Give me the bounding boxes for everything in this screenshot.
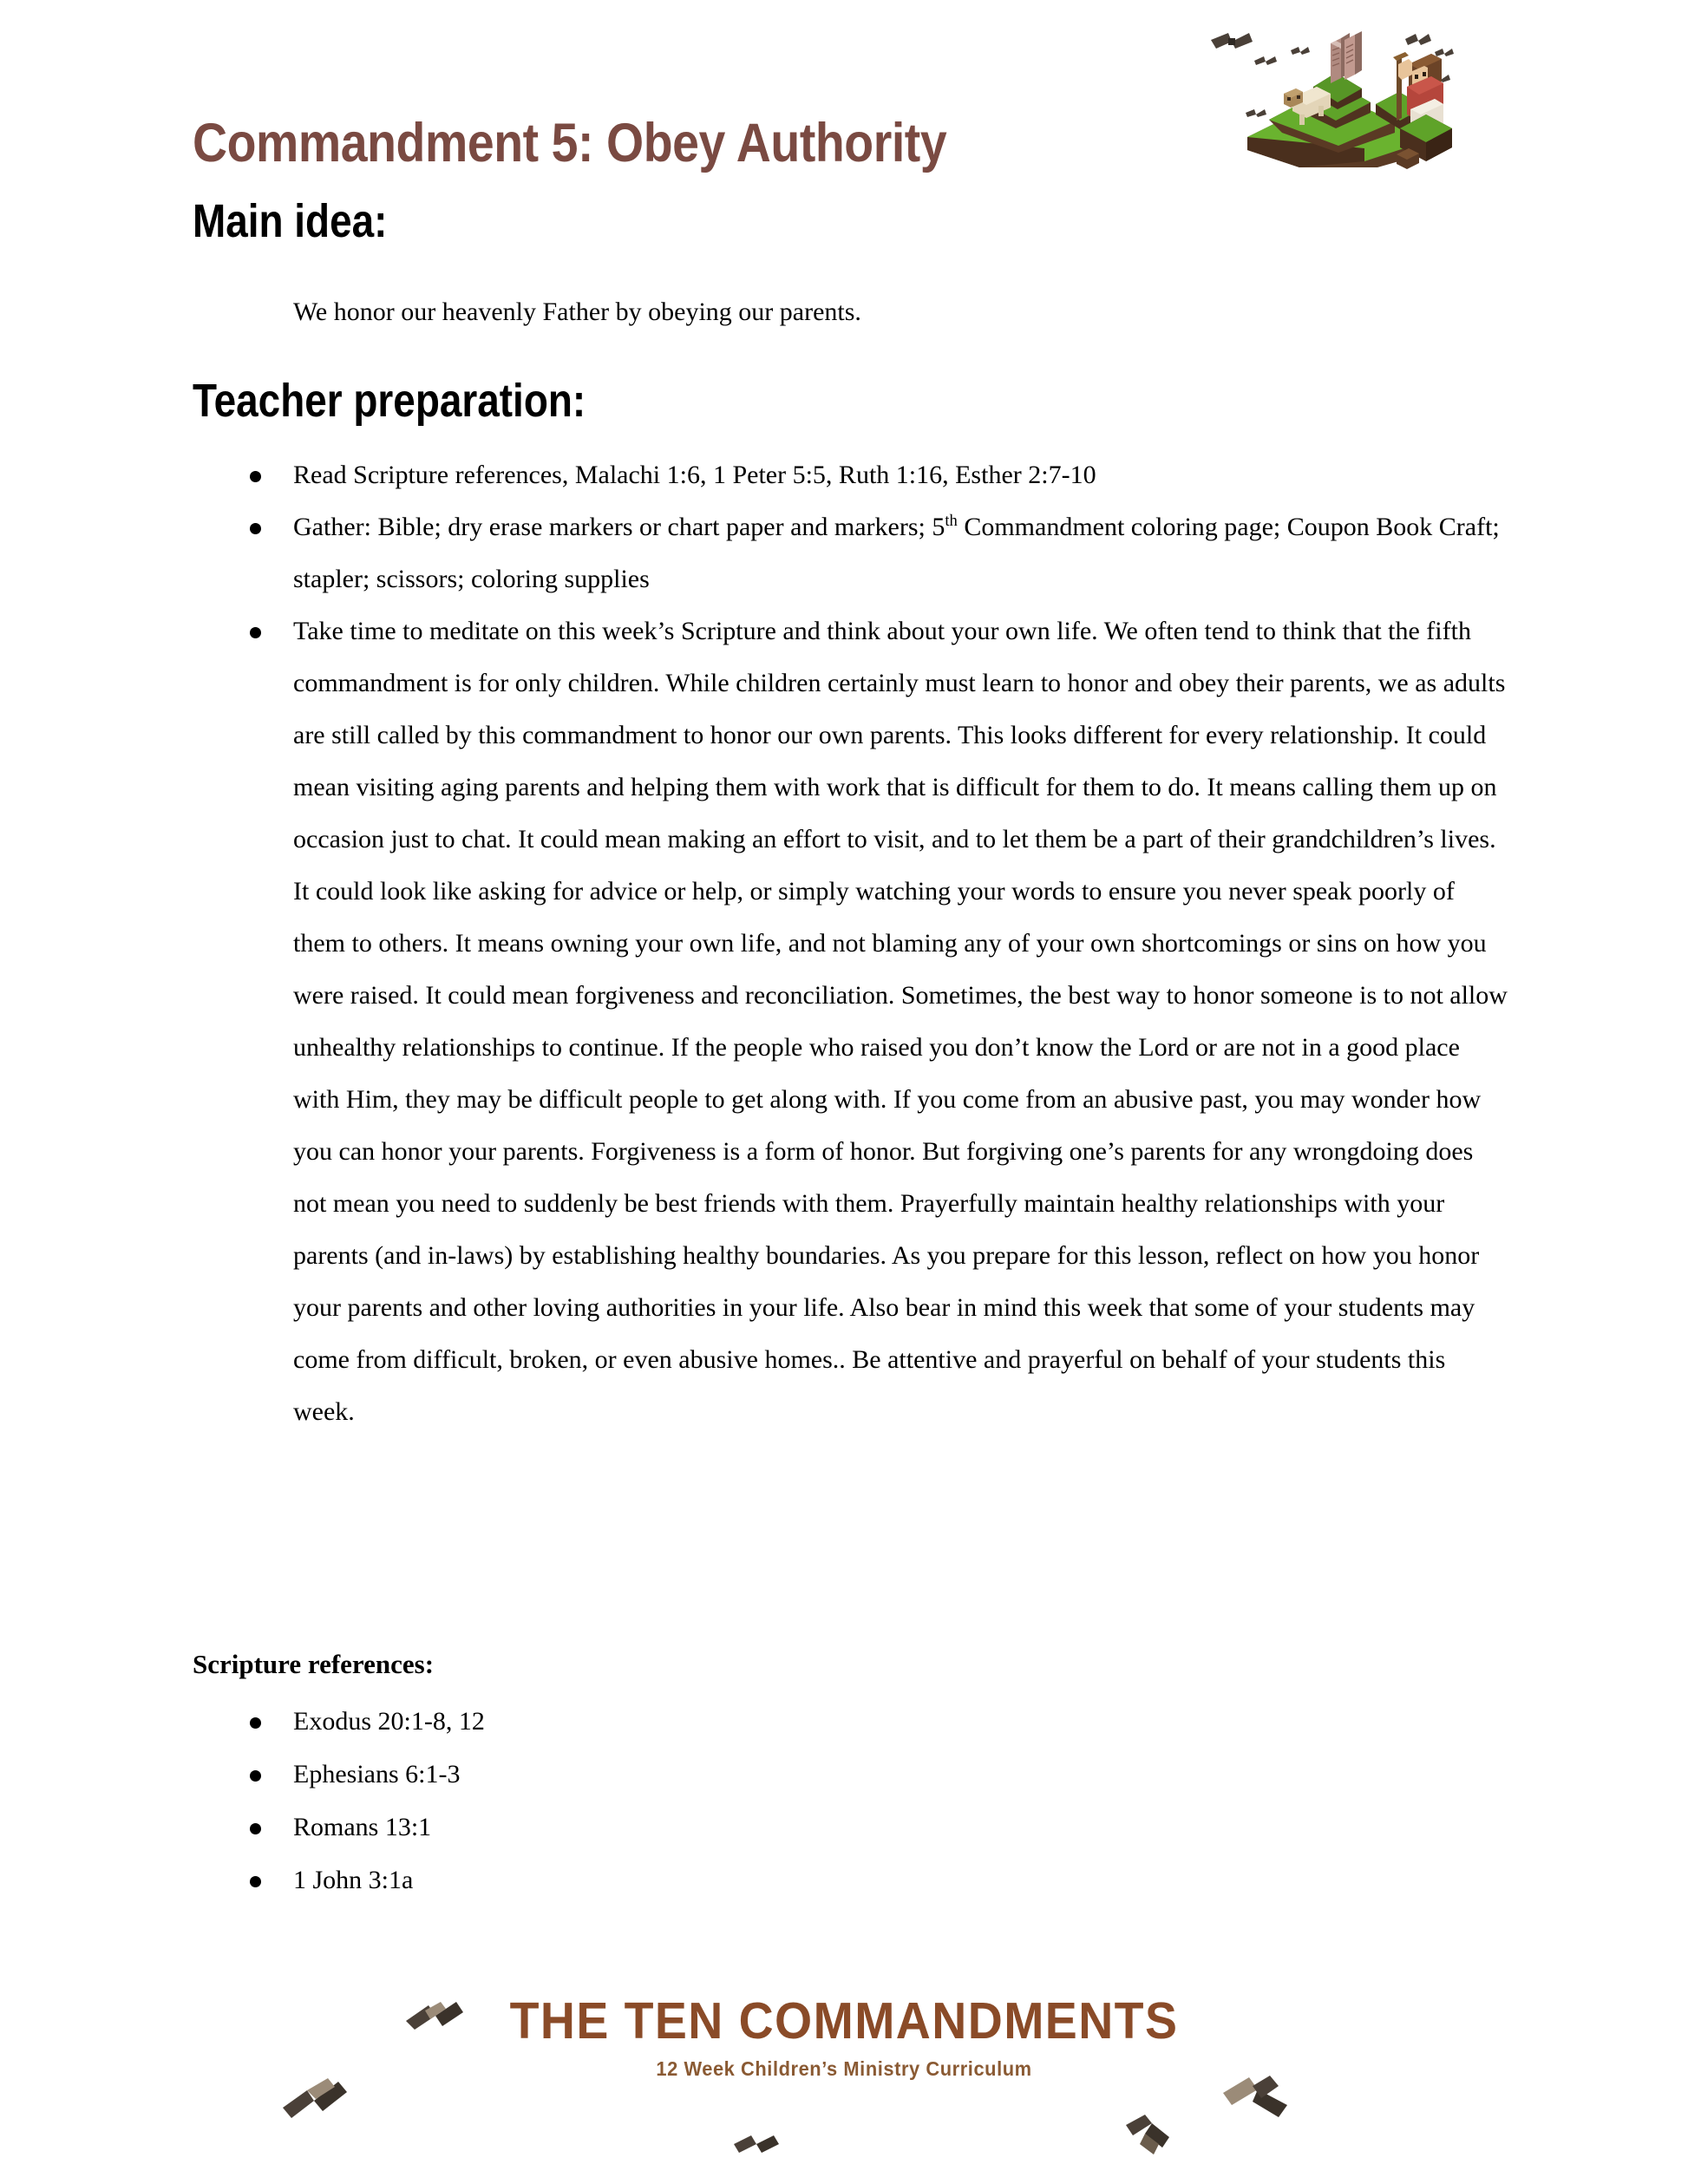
list-item <box>193 605 1511 1438</box>
scripture-ref-3: 1 John 3:1a <box>293 1866 414 1894</box>
main-idea-heading: Main idea: <box>193 195 388 247</box>
list-item <box>193 501 1511 605</box>
bird-icon <box>1119 2099 1188 2177</box>
teacher-preparation-list <box>193 449 1511 1438</box>
bullet-dot-icon <box>250 1696 262 1748</box>
list-item <box>193 1801 1511 1854</box>
scripture-ref-2: Romans 13:1 <box>293 1813 432 1841</box>
bullet-dot-icon <box>250 449 262 501</box>
bird-icon <box>1211 33 1253 49</box>
list-item <box>193 1854 1511 1906</box>
prep-bullet-1: Gather: Bible; dry erase markers or chart paper and markers; 5th Commandment coloring page; Coupon Book Craft; stapler; scissors; coloring supplies <box>293 512 1500 593</box>
bird-icon <box>1435 49 1454 56</box>
list-item <box>193 1696 1511 1748</box>
bird-icon <box>729 2125 789 2177</box>
bullet-dot-icon <box>250 501 262 553</box>
stone-tablets-icon <box>1331 31 1362 83</box>
bird-icon <box>278 2056 364 2134</box>
ordinal-suffix: th <box>945 512 958 530</box>
list-item <box>193 1749 1511 1801</box>
bullet-dot-icon <box>250 1854 262 1906</box>
curriculum-logo <box>454 1992 1234 2080</box>
scripture-references-list <box>193 1696 1511 1907</box>
bullet-dot-icon <box>250 1801 262 1854</box>
document-header <box>0 0 1688 186</box>
bird-icon <box>1291 47 1310 55</box>
document-footer <box>0 1956 1688 2184</box>
page-title: Commandment 5: Obey Authority <box>193 113 947 174</box>
bird-icon <box>1246 109 1266 117</box>
bird-icon <box>1405 34 1431 45</box>
scripture-references-heading: Scripture references: <box>193 1649 435 1679</box>
scripture-ref-0: Exodus 20:1-8, 12 <box>293 1707 485 1736</box>
bullet-dot-icon <box>250 1749 262 1801</box>
logo-title: THE TEN COMMANDMENTS <box>509 1992 1179 2050</box>
prep-bullet-2: Take time to meditate on this week’s Scripture and think about your own life. We often tend to think that the fifth commandment is for only children. While children certainly must learn to honor and obey their parents, we as adults are still called by this commandment to honor our own parents. This looks different for every relationship. It could mean visiting aging parents and helping them with work that is difficult for them to do. It means calling them up on occasion just to chat. It could mean making an effort to visit, and to let them be a part of their grandchildren’s lives. It could look like asking for advice or help, or simply watching your words to ensure you never speak poorly of them to others. It means owning your own life, and not blaming any of your own shortcomings or sins on how you were raised. It could mean forgiveness and reconciliation. Sometimes, the best way to honor someone is to not allow unhealthy relationships to continue. If the people who raised you don’t know the Lord or are not in a good place with Him, they may be difficult people to get along with. If you come from an abusive past, you may wonder how you can honor your parents. Forgiveness is a form of honor. But forgiving one’s parents for any wrongdoing does not mean you need to suddenly be best friends with them. Prayerfully maintain healthy relationships with your parents (and in-laws) by establishing healthy boundaries. As you prepare for this lesson, reflect on how you honor your parents and other loving authorities in your life. Also bear in mind this week that some of your students may come from difficult, broken, or even abusive homes.. Be attentive and prayerful on behalf of your students this week. <box>293 617 1508 1426</box>
list-item <box>193 449 1511 501</box>
bullet-dot-icon <box>250 605 262 657</box>
prep-bullet-0: Read Scripture references, Malachi 1:6, 1 Peter 5:5, Ruth 1:16, Esther 2:7-10 <box>293 461 1096 489</box>
scripture-ref-1: Ephesians 6:1-3 <box>293 1760 461 1788</box>
main-idea-text: We honor our heavenly Father by obeying our parents. <box>293 298 861 326</box>
logo-subtitle: 12 Week Children’s Ministry Curriculum <box>656 2057 1032 2080</box>
teacher-preparation-heading: Teacher preparation: <box>193 375 586 427</box>
bird-icon <box>1254 56 1277 65</box>
mount-sinai-illustration <box>1178 7 1464 180</box>
